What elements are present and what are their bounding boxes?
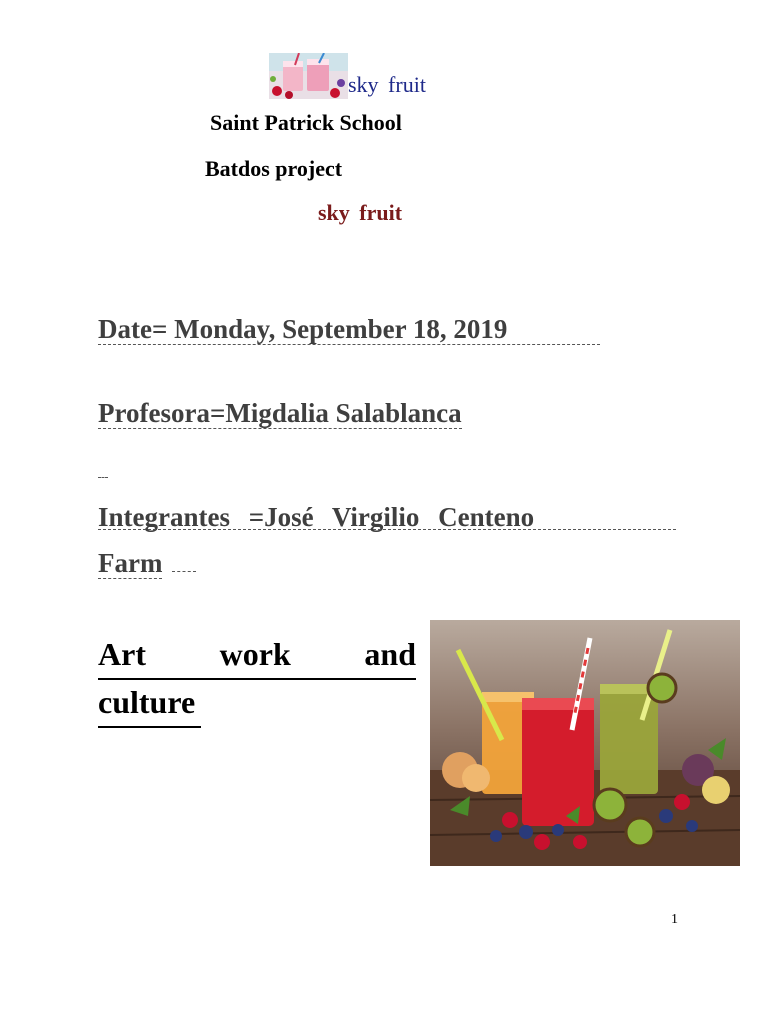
brand-name-mid: sky fruit bbox=[318, 200, 403, 225]
members-underline bbox=[98, 529, 676, 530]
dashed-marker bbox=[98, 469, 108, 478]
members-continuation: Farm bbox=[98, 548, 163, 578]
page-number: 1 bbox=[671, 912, 678, 927]
school-name: Saint Patrick School bbox=[210, 110, 402, 135]
teacher-line: Profesora=Migdalia Salablanca bbox=[98, 398, 462, 428]
brand-name-top: sky fruit bbox=[348, 72, 426, 97]
fruit-smoothies-photo bbox=[430, 620, 740, 866]
project-title: Batdos project bbox=[205, 156, 343, 181]
date-line: Date= Monday, September 18, 2019 bbox=[98, 314, 600, 345]
heading-line-2: culture bbox=[98, 678, 201, 728]
farm-dash bbox=[172, 571, 196, 572]
logo-smoothie-image bbox=[269, 53, 348, 99]
heading-line-1: Art work and bbox=[98, 630, 416, 680]
members-line: Integrantes =José Virgilio Centeno bbox=[98, 502, 535, 532]
